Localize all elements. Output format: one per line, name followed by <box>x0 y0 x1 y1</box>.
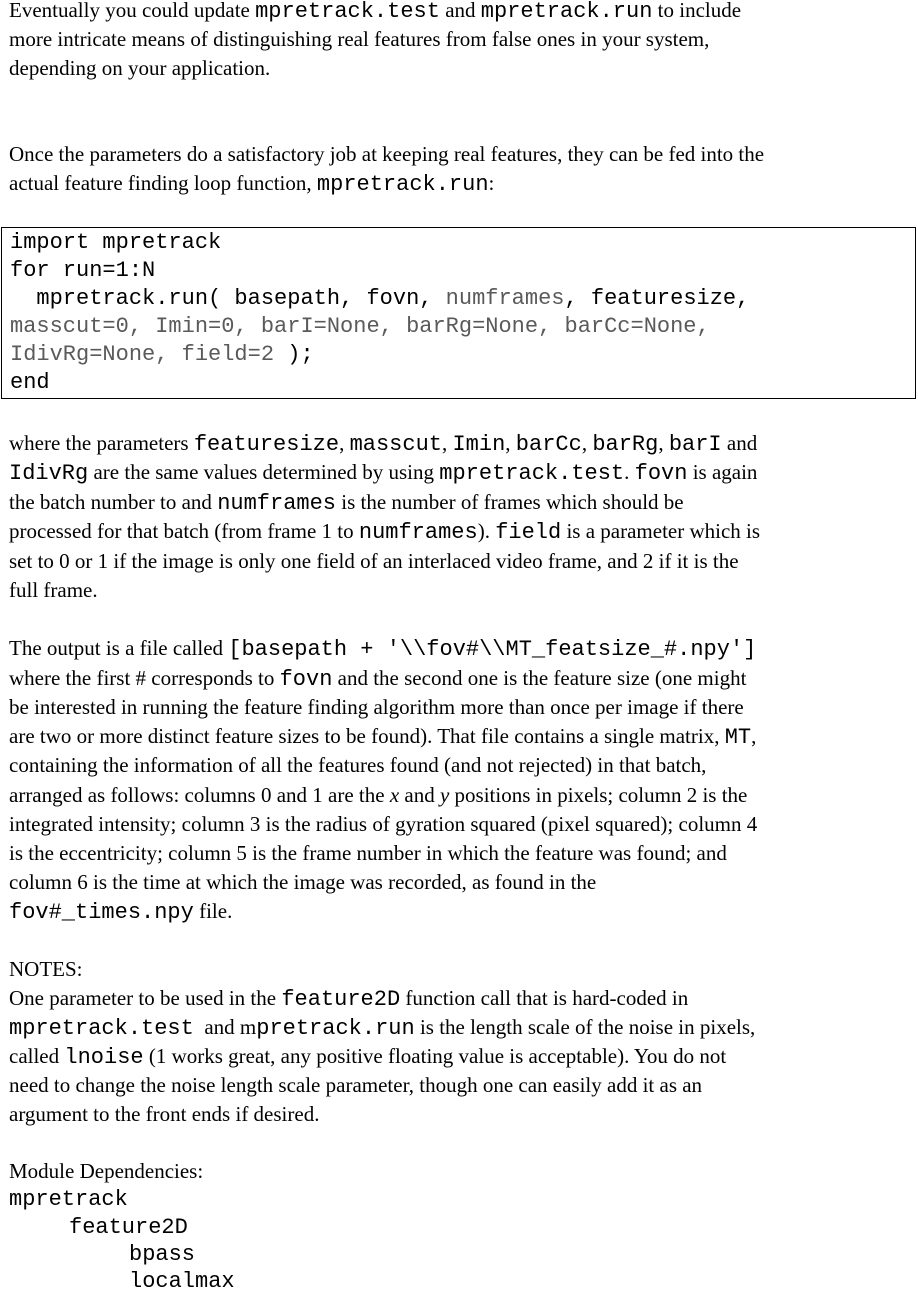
text: called <box>9 1044 65 1068</box>
text: are two or more distinct feature sizes to be found). That file contains a single matrix, <box>9 724 725 748</box>
code-line5 <box>10 341 314 369</box>
text: and the second one is the feature size (one might <box>332 666 747 690</box>
para1-line1 <box>9 0 741 26</box>
notes-line5: argument to the front ends if desired. <box>9 1102 320 1126</box>
code-featuresize: featuresize <box>193 432 340 457</box>
code-text: , featuresize, <box>564 286 750 311</box>
notes-title: NOTES: <box>9 957 83 981</box>
code-output-path: [basepath + '\\fov#\\MT_featsize_#.npy'] <box>228 637 757 662</box>
code-numframes: numframes <box>217 491 337 516</box>
text: is a parameter which is <box>561 519 761 543</box>
code-line1: import mpretrack <box>10 230 222 255</box>
code-barcc: barCc <box>515 432 582 457</box>
code-barrg: barRg <box>592 432 659 457</box>
code-lnoise: lnoise <box>64 1045 144 1070</box>
text: processed for that batch (from frame 1 to <box>9 519 359 543</box>
code-field: field <box>495 520 562 545</box>
text: where the first # corresponds to <box>9 666 280 690</box>
code-line4: masscut=0, Imin=0, barI=None, barRg=None, barCc=None, <box>10 314 710 339</box>
para4-line1 <box>9 634 756 664</box>
code-mpretrack-run: mpretrack.run <box>316 172 489 197</box>
code-mpretrack-run: pretrack.run <box>256 1016 415 1041</box>
para3-line3 <box>9 488 684 518</box>
code-masscut: masscut <box>349 432 442 457</box>
text: , <box>505 431 516 455</box>
dep-localmax: localmax <box>129 1269 235 1294</box>
code-mpretrack-test: mpretrack.test <box>255 0 440 24</box>
code-mt: MT <box>724 725 752 750</box>
para3-line5: set to 0 or 1 if the image is only one field of an interlaced video frame, and 2 if it is the <box>9 549 739 573</box>
para2-line2 <box>9 169 494 199</box>
text: arranged as follows: columns 0 and 1 are the <box>9 783 390 807</box>
para4-line10 <box>9 897 232 927</box>
code-numframes: numframes <box>358 520 478 545</box>
code-line6: end <box>10 370 50 395</box>
code-text: ); <box>274 342 314 367</box>
para4-line6 <box>9 781 747 810</box>
text: function call that is hard-coded in <box>400 986 689 1010</box>
code-feature2d: feature2D <box>281 987 401 1012</box>
para2-line1: Once the parameters do a satisfactory job at keeping real features, they can be fed into the <box>9 142 765 166</box>
italic-x: x <box>389 783 400 807</box>
text: Eventually you could update <box>9 0 256 22</box>
dep-mpretrack: mpretrack <box>9 1187 128 1212</box>
text: to include <box>652 0 742 22</box>
para4-line7: integrated intensity; column 3 is the radius of gyration squared (pixel squared); column 4 <box>9 812 758 836</box>
italic-y: y <box>439 783 450 807</box>
para3-line1 <box>9 429 757 459</box>
text: are the same values determined by using <box>88 460 440 484</box>
code-fovn: fovn <box>279 667 333 692</box>
text: positions in pixels; column 2 is the <box>449 783 748 807</box>
text: and <box>399 783 440 807</box>
code-line3 <box>10 285 749 313</box>
para4-line4 <box>9 722 756 752</box>
para4-line3: be interested in running the feature finding algorithm more than once per image if there <box>9 695 744 719</box>
notes-line1 <box>9 984 688 1014</box>
text: is again <box>687 460 758 484</box>
para3-line6: full frame. <box>9 578 98 602</box>
code-idivrg: IdivRg <box>9 461 89 486</box>
text: , <box>441 431 453 455</box>
text: , <box>581 431 593 455</box>
text: , <box>751 724 757 748</box>
text: , <box>339 431 350 455</box>
text: file. <box>193 899 233 923</box>
text: the batch number to and <box>9 490 218 514</box>
code-block <box>1 227 916 399</box>
code-fovn: fovn <box>634 461 688 486</box>
code-mpretrack-test: mpretrack.test <box>439 461 625 486</box>
para4-line5: containing the information of all the features found (and not rejected) in that batch, <box>9 753 707 777</box>
code-line2: for run=1:N <box>10 258 156 283</box>
code-times-file: fov#_times.npy <box>9 900 194 925</box>
para1-line2: more intricate means of distinguishing real features from false ones in your system, <box>9 27 710 51</box>
text: . <box>624 460 635 484</box>
notes-line3 <box>9 1042 726 1072</box>
para4-line9: column 6 is the time at which the image was recorded, as found in the <box>9 870 597 894</box>
text: The output is a file called <box>9 636 229 660</box>
code-mpretrack-test: mpretrack.test <box>9 1016 194 1041</box>
text: ). <box>477 519 496 543</box>
code-mpretrack-run: mpretrack.run <box>480 0 653 24</box>
text: is the length scale of the noise in pixels, <box>414 1015 756 1039</box>
code-bari: barI <box>668 432 722 457</box>
code-text: mpretrack.run( basepath, fovn, <box>10 286 446 311</box>
text: and <box>439 0 481 22</box>
text: is the number of frames which should be <box>336 490 684 514</box>
text: : <box>488 171 495 195</box>
dep-feature2d: feature2D <box>69 1215 188 1240</box>
para4-line2 <box>9 664 746 694</box>
text: (1 works great, any positive floating value is acceptable). You do not <box>143 1044 727 1068</box>
deps-title: Module Dependencies: <box>9 1159 204 1183</box>
text: , <box>658 431 669 455</box>
text: and <box>721 431 758 455</box>
text: One parameter to be used in the <box>9 986 282 1010</box>
text: where the parameters <box>9 431 194 455</box>
text: actual feature finding loop function, <box>9 171 317 195</box>
para3-line4 <box>9 517 760 547</box>
text: and m <box>193 1015 257 1039</box>
notes-line4: need to change the noise length scale parameter, though one can easily add it as an <box>9 1073 703 1097</box>
para1-line3: depending on your application. <box>9 56 271 80</box>
code-text-gray: numframes <box>445 286 565 311</box>
para3-line2 <box>9 458 757 488</box>
notes-line2 <box>9 1013 755 1043</box>
code-text-gray: IdivRg=None, field=2 <box>10 342 275 367</box>
para4-line8: is the eccentricity; column 5 is the frame number in which the feature was found; and <box>9 841 727 865</box>
dep-bpass: bpass <box>129 1242 196 1267</box>
code-imin: Imin <box>452 432 506 457</box>
